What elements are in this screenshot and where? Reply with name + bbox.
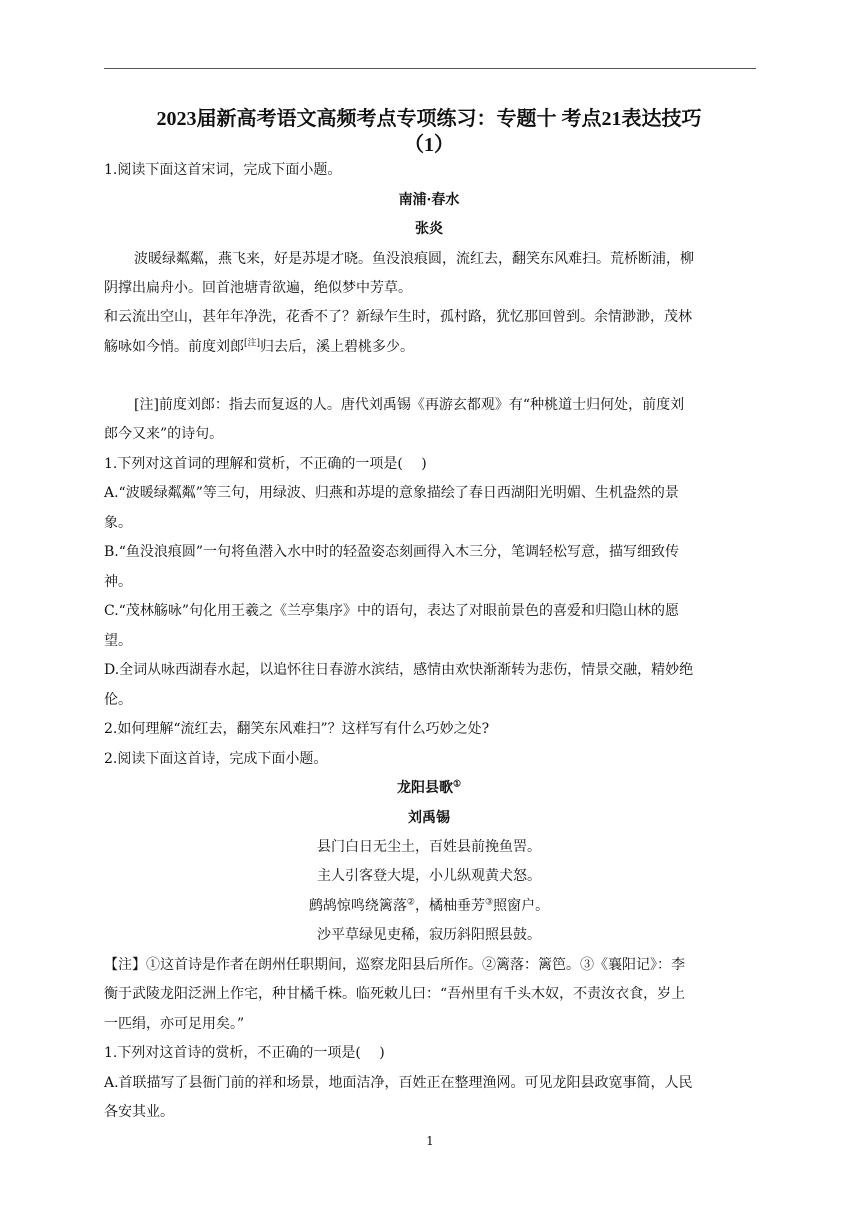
q1-option-b: B.“鱼没浪痕圆”一句将鱼潜入水中时的轻盈姿态刻画得入木三分，笔调轻松写意，描写细致传 bbox=[104, 544, 680, 560]
q1-option-c: C.“茂林觞咏”句化用王羲之《兰亭集序》中的语句，表达了对眼前景色的喜爱和归隐山林的愿 bbox=[104, 603, 679, 619]
footnote-marker: [注] bbox=[244, 338, 261, 349]
q2-intro: 2.阅读下面这首诗，完成下面小题。 bbox=[104, 751, 328, 767]
header-rule bbox=[104, 68, 756, 69]
q1-intro: 1.阅读下面这首宋词，完成下面小题。 bbox=[104, 162, 342, 178]
poem2-author: 刘禹锡 bbox=[408, 810, 450, 826]
poem1-line: 阴撑出扁舟小。回首池塘青欲遍，绝似梦中芳草。 bbox=[104, 280, 412, 296]
title-line-2: （1） bbox=[404, 134, 454, 156]
poem1-line: 波暖绿粼粼，燕飞来，好是苏堤才晓。鱼没浪痕圆，流红去，翻笑东风难扫。荒桥断浦，柳 bbox=[134, 251, 694, 267]
poem2-line: 鹧鸪惊鸣绕篱落②，橘柚垂芳③照窗户。 bbox=[308, 897, 550, 914]
q2-sub-question-1: 1.下列对这首诗的赏析，不正确的一项是( ) bbox=[104, 1045, 385, 1061]
poem1-title: 南浦·春水 bbox=[398, 192, 460, 208]
q1-option-c-cont: 望。 bbox=[104, 633, 132, 649]
poem2-note: 一匹绢，亦可足用矣。” bbox=[104, 1016, 245, 1032]
poem1-note: 郎今又来”的诗句。 bbox=[104, 426, 224, 442]
q2-option-a: A.首联描写了县衙门前的祥和场景，地面洁净，百姓正在整理渔网。可见龙阳县政宽事简，人民 bbox=[104, 1075, 693, 1091]
poem1-author: 张炎 bbox=[415, 221, 443, 237]
poem1-line: 觞咏如今悄。前度刘郎[注]归去后，溪上碧桃多少。 bbox=[104, 338, 415, 355]
footnote-marker: ③ bbox=[485, 897, 494, 908]
q2-option-a-cont: 各安其业。 bbox=[104, 1104, 174, 1120]
poem2-note: 衡于武陵龙阳泛洲上作宅，种甘橘千株。临死敕儿曰：“吾州里有千头木奴，不责汝衣食，岁上 bbox=[104, 986, 686, 1002]
poem2-line: 沙平草绿见吏稀，寂历斜阳照县鼓。 bbox=[317, 927, 541, 943]
poem2-note: 【注】①这首诗是作者在朗州任职期间，巡察龙阳县后所作。②篱落：篱笆。③《襄阳记》：李 bbox=[104, 957, 685, 973]
poem2-line: 主人引客登大堤，小儿纵观黄犬怒。 bbox=[317, 868, 541, 884]
footnote-marker: ② bbox=[406, 897, 415, 908]
q1-option-d-cont: 伦。 bbox=[104, 692, 132, 708]
q1-sub-question-2: 2.如何理解“流红去，翻笑东风难扫”？这样写有什么巧妙之处? bbox=[104, 721, 490, 737]
title-line-1: 2023届新高考语文高频考点专项练习：专题十 考点21表达技巧 bbox=[156, 108, 702, 130]
q1-option-d: D.全词从咏西湖春水起，以追怀往日春游水滨结，感情由欢快渐渐转为悲伤，情景交融，精妙绝 bbox=[104, 662, 694, 678]
footnote-marker: ① bbox=[452, 779, 462, 790]
q1-option-a: A.“波暖绿粼粼”等三句，用绿波、归燕和苏堤的意象描绘了春日西湖阳光明媚、生机盎然的景 bbox=[104, 485, 679, 501]
q1-option-a-cont: 象。 bbox=[104, 515, 132, 531]
poem2-title: 龙阳县歌① bbox=[396, 779, 462, 796]
page-number: 1 bbox=[426, 1134, 434, 1148]
q1-option-b-cont: 神。 bbox=[104, 574, 132, 590]
poem2-line: 县门白日无尘土，百姓县前挽鱼罟。 bbox=[317, 839, 541, 855]
q1-sub-question-1: 1.下列对这首词的理解和赏析，不正确的一项是( ) bbox=[104, 456, 427, 472]
poem1-line: 和云流出空山，甚年年净洗，花香不了？新绿乍生时，孤村路，犹忆那回曾到。余情渺渺，茂林 bbox=[104, 309, 692, 325]
poem1-note: [注]前度刘郎：指去而复返的人。唐代刘禹锡《再游玄都观》有“种桃道士归何处，前度刘 bbox=[134, 397, 685, 413]
document-title bbox=[104, 106, 754, 158]
